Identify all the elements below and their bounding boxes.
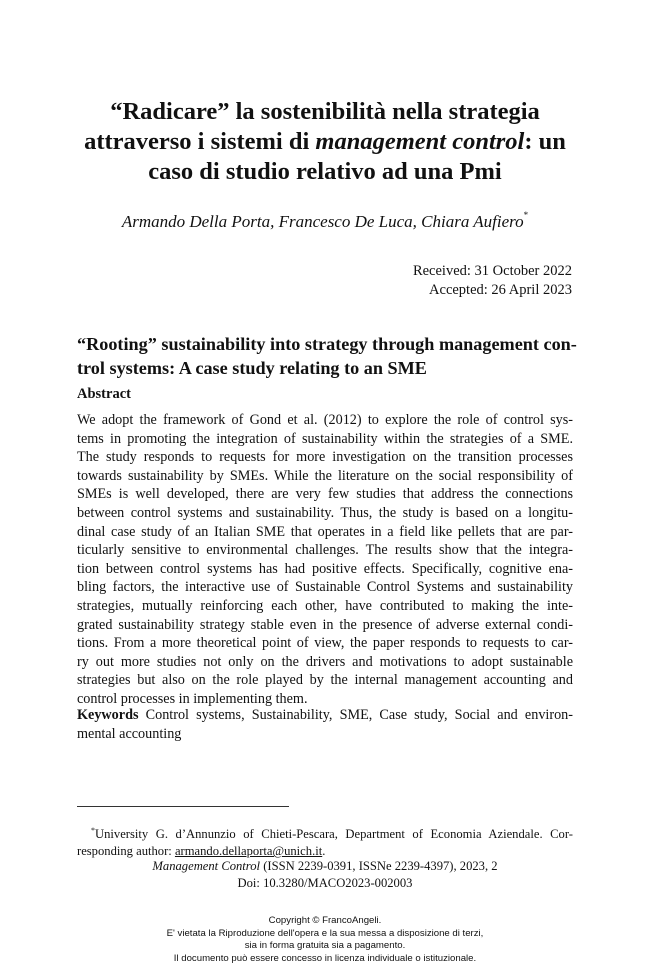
abstract-line: towards sustainability by SMEs. While the literature on the social responsibility of	[77, 467, 573, 484]
abstract-body	[77, 411, 573, 709]
abstract-line: grated sustainability strategy stable even in the presence of adverse external condi-	[77, 616, 573, 633]
abstract-line: The study responds to requests for more investigation on the transition processes	[77, 449, 573, 466]
affiliation-text: University G. d’Annunzio of Chieti-Pescara, Department of Economia Aziendale. Cor-	[95, 827, 573, 842]
title-line-2-end: : un	[524, 128, 566, 155]
english-title-line-2: trol systems: A case study relating to an SME	[77, 358, 427, 378]
corresponding-author-label: responding author:	[77, 844, 175, 859]
footnote-divider	[77, 806, 289, 807]
journal-line	[0, 858, 650, 875]
abstract-line: ry out more studies not only on the drivers and motivations to adopt sustainable	[77, 653, 573, 670]
keywords-list-start: Control systems, Sustainability, SME, Case study, Social and environ-	[138, 707, 573, 723]
abstract-line: We adopt the framework of Gond et al. (2012) to explore the role of control sys-	[77, 412, 573, 428]
author-affiliation-footnote	[77, 822, 573, 860]
title-line-1: “Radicare” la sostenibilità nella strategia	[110, 98, 540, 125]
copyright-notice	[0, 915, 650, 965]
footnote-mark: *	[91, 826, 95, 835]
copyright-line-2: E' vietata la Riproduzione dell'opera e la sua messa a disposizione di terzi,	[166, 927, 484, 939]
accepted-date: Accepted: 26 April 2023	[429, 282, 572, 298]
title-line-2-start: attraverso i sistemi di	[84, 128, 316, 155]
footnote-line-1	[77, 822, 573, 843]
abstract-line: control processes in implementing them.	[77, 690, 308, 707]
author-footnote-mark: *	[523, 210, 529, 221]
abstract-line: strategies but also on the role played by the internal management accounting and	[77, 672, 573, 689]
abstract-line: SMEs is well developed, there are very few studies that address the connections	[77, 486, 573, 503]
abstract-heading: Abstract	[77, 386, 131, 402]
received-date: Received: 31 October 2022	[412, 263, 572, 279]
keywords-line-1	[77, 706, 573, 725]
english-title-line-1: “Rooting” sustainability into strategy through management con-	[77, 334, 577, 354]
footnote-period: .	[322, 844, 326, 859]
author-email-link[interactable]: armando.dellaporta@unich.it	[174, 844, 323, 859]
journal-citation	[0, 858, 650, 892]
abstract-line: strategies, mutually reinforcing each other, have contributed to making the inte-	[77, 597, 573, 614]
journal-doi: Doi: 10.3280/MACO2023-002003	[237, 876, 413, 890]
abstract-line: ticularly sensitive to environmental challenges. The results show that the integra-	[77, 542, 573, 559]
abstract-line: tions. From a more theoretical point of view, the paper responds to requests to car-	[77, 635, 573, 652]
keywords-label: Keywords	[77, 707, 139, 723]
journal-details: (ISSN 2239-0391, ISSNe 2239-4397), 2023, 2	[260, 859, 498, 873]
keywords-section	[77, 706, 573, 743]
article-title-english	[77, 332, 577, 380]
title-line-2	[60, 127, 590, 157]
keywords-line-2: mental accounting	[77, 725, 182, 742]
copyright-line-1: Copyright © FrancoAngeli.	[268, 915, 382, 926]
journal-name: Management Control	[152, 859, 261, 873]
abstract-line: tion between control systems has had positive effects. Specifically, cognitive ena-	[77, 560, 573, 577]
abstract-line: between control systems and sustainability. Thus, the study is based on a longitu-	[77, 504, 573, 521]
abstract-line: bling factors, the interactive use of Sustainable Control Systems and sustainability	[77, 579, 573, 596]
author-list	[0, 212, 650, 232]
copyright-line-4: Il documento può essere concesso in licenza individuale o istituzionale.	[173, 952, 477, 964]
copyright-line-3: sia in forma gratuita sia a pagamento.	[244, 940, 406, 951]
submission-dates	[413, 262, 572, 300]
abstract-line: tems in promoting the integration of sustainability within the strategies of a SME.	[77, 430, 573, 447]
title-emphasis: management control	[315, 128, 525, 155]
abstract-line: dinal case study of an Italian SME that operates in a field like pellets that are par-	[77, 523, 573, 540]
article-title-italian	[60, 97, 590, 187]
title-line-3: caso di studio relativo ad una Pmi	[148, 158, 502, 185]
author-names: Armando Della Porta, Francesco De Luca, Chiara Aufiero	[121, 212, 524, 231]
